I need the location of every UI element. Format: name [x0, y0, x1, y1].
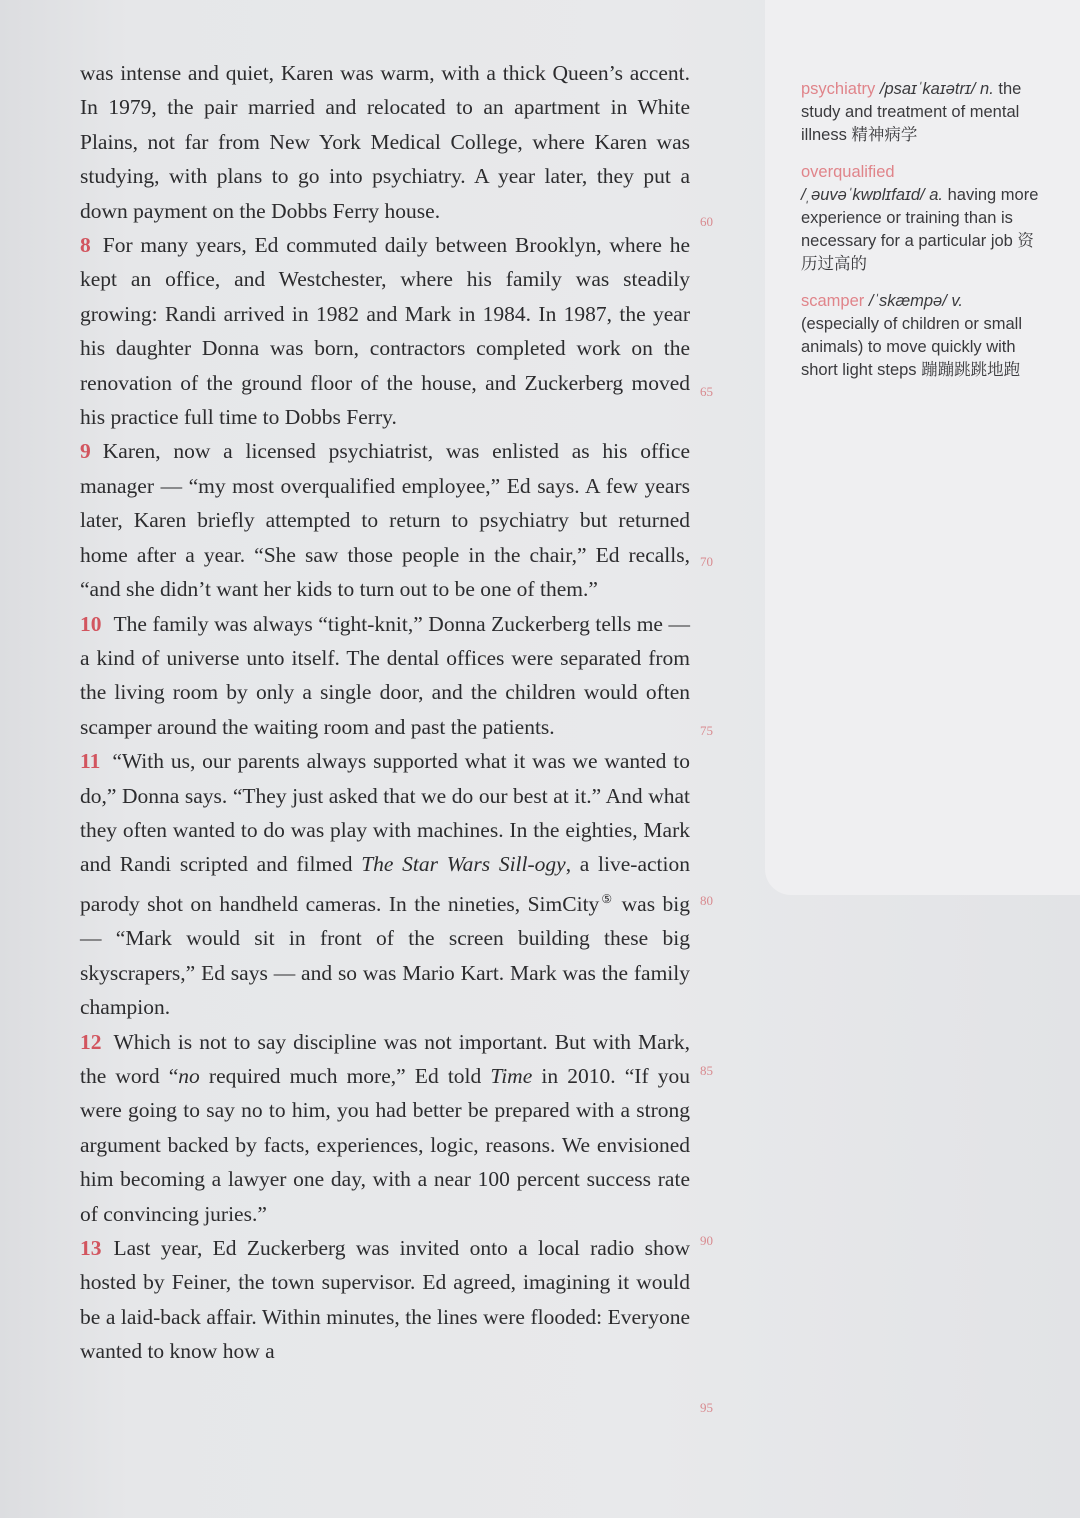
glossary-pos: v.: [951, 292, 964, 310]
paragraph-text: “With us, our parents always supported what it was we wanted to do,” Donna says. “They just asked that we do our best at it.” And what they often wanted to do was play with machines. In the eighties, Mark and Randi scripted and filmed: [80, 749, 690, 877]
paragraph-11: [80, 744, 690, 1024]
glossary-entry-psychiatry: [801, 78, 1041, 147]
paragraph-lead: was intense and quiet, Karen was warm, with a thick Queen’s accent. In 1979, the pair married and relocated to an apartment in White Plains, not far from New York Medical College, where Karen was studying, with plans to go into psychiatry. A year later, they put a down payment on the Dobbs Ferry house.: [80, 61, 690, 223]
glossary-phonetic: /ˈskæmpə/: [868, 292, 947, 310]
line-number: 70: [700, 554, 713, 569]
paragraph-number: 9: [80, 439, 91, 464]
glossary-phonetic: /psaɪˈkaɪətrɪ/: [879, 80, 976, 98]
line-number: 65: [700, 384, 713, 399]
glossary-entry-scamper: [801, 290, 1041, 382]
paragraph-text: Last year, Ed Zuckerberg was invited onto a local radio show hosted by Feiner, the town supervisor. Ed agreed, imagining it would be a laid-back affair. Within minutes, the lines were flooded: Everyone wanted to know how a: [80, 1235, 690, 1364]
paragraph-number: 11: [80, 749, 101, 774]
footnote-marker: ⑤: [599, 891, 615, 906]
paragraph-text: required much more,” Ed told: [199, 1063, 491, 1088]
paragraph-text: The family was always “tight-knit,” Donna Zuckerberg tells me — a kind of universe unto itself. The dental offices were separated from the living room by only a single door, and the children would often scamper around the waiting room and past the patients.: [80, 611, 690, 739]
paragraph-text: Karen, now a licensed psychiatrist, was enlisted as his office manager — “my most overqualified employee,” Ed says. A few years later, Karen briefly attempted to return to psychiatry but returned home after a year. “She saw those people in the chair,” Ed recalls, “and she didn’t want her kids to turn out to be one of them.”: [80, 439, 690, 602]
line-number: 80: [700, 893, 713, 908]
article-body: [80, 56, 690, 1369]
paragraph-number: 12: [80, 1029, 102, 1054]
emphasis-word: no: [178, 1063, 200, 1088]
glossary-entry-overqualified: [801, 161, 1041, 276]
line-number: 90: [700, 1233, 713, 1248]
glossary-word: scamper: [801, 292, 865, 310]
glossary-word: overqualified: [801, 163, 895, 181]
paragraph-text: in 2010. “If you were going to say no to him, you had better be prepared with a strong argument backed by facts, experiences, logic, reasons. We envisioned him becoming a lawyer one day, with a near 100 percent success rate of convincing juries.”: [80, 1063, 691, 1226]
line-number: 60: [700, 214, 713, 229]
paragraph-9: [80, 434, 690, 606]
paragraph-text: was big — “Mark would sit in front of the screen building these big skyscrapers,” Ed says — and so was Mario Kart. Mark was the family champion.: [80, 891, 690, 1020]
glossary-pos: a.: [929, 186, 943, 204]
paragraph-number: 13: [80, 1235, 102, 1260]
paragraph-13: [80, 1231, 690, 1369]
glossary-definition: the study and treatment of mental illness 精神病学: [801, 80, 1022, 144]
paragraph-text: For many years, Ed commuted daily between Brooklyn, where he kept an office, and Westchester, where his family was steadily growing: Randi arrived in 1982 and Mark in 1984. In 1987, the year his daughter Donna was born, contractors completed work on the renovation of the ground floor of the house, and Zuckerberg moved his practice full time to Dobbs Ferry.: [80, 233, 690, 430]
line-number: 95: [700, 1400, 713, 1415]
paragraph-text: Which is not to say discipline was not important. But with Mark, the word “: [80, 1029, 690, 1088]
line-number: 75: [700, 723, 713, 738]
glossary-pos: n.: [980, 80, 994, 98]
paragraph-number: 8: [80, 233, 91, 258]
magazine-title: Time: [490, 1063, 533, 1088]
paragraph-number: 10: [80, 611, 102, 636]
glossary-definition: (especially of children or small animals) to move quickly with short light steps 蹦蹦跳跳地跑: [801, 315, 1023, 379]
paragraph-text: , a live-action parody shot on handheld cameras. In the nineties, SimCity: [80, 852, 690, 916]
paragraph-10: [80, 607, 690, 745]
glossary: [801, 78, 1041, 396]
film-title: The Star Wars Sill-ogy: [361, 852, 566, 877]
paragraph-8: [80, 228, 690, 434]
glossary-phonetic: /ˌəuvəˈkwɒlɪfaɪd/: [801, 186, 925, 204]
line-number: 85: [700, 1063, 713, 1078]
glossary-definition: having more experience or training than is necessary for a particular job 资历过高的: [801, 186, 1039, 273]
paragraph-12: [80, 1025, 690, 1231]
glossary-word: psychiatry: [801, 80, 876, 98]
